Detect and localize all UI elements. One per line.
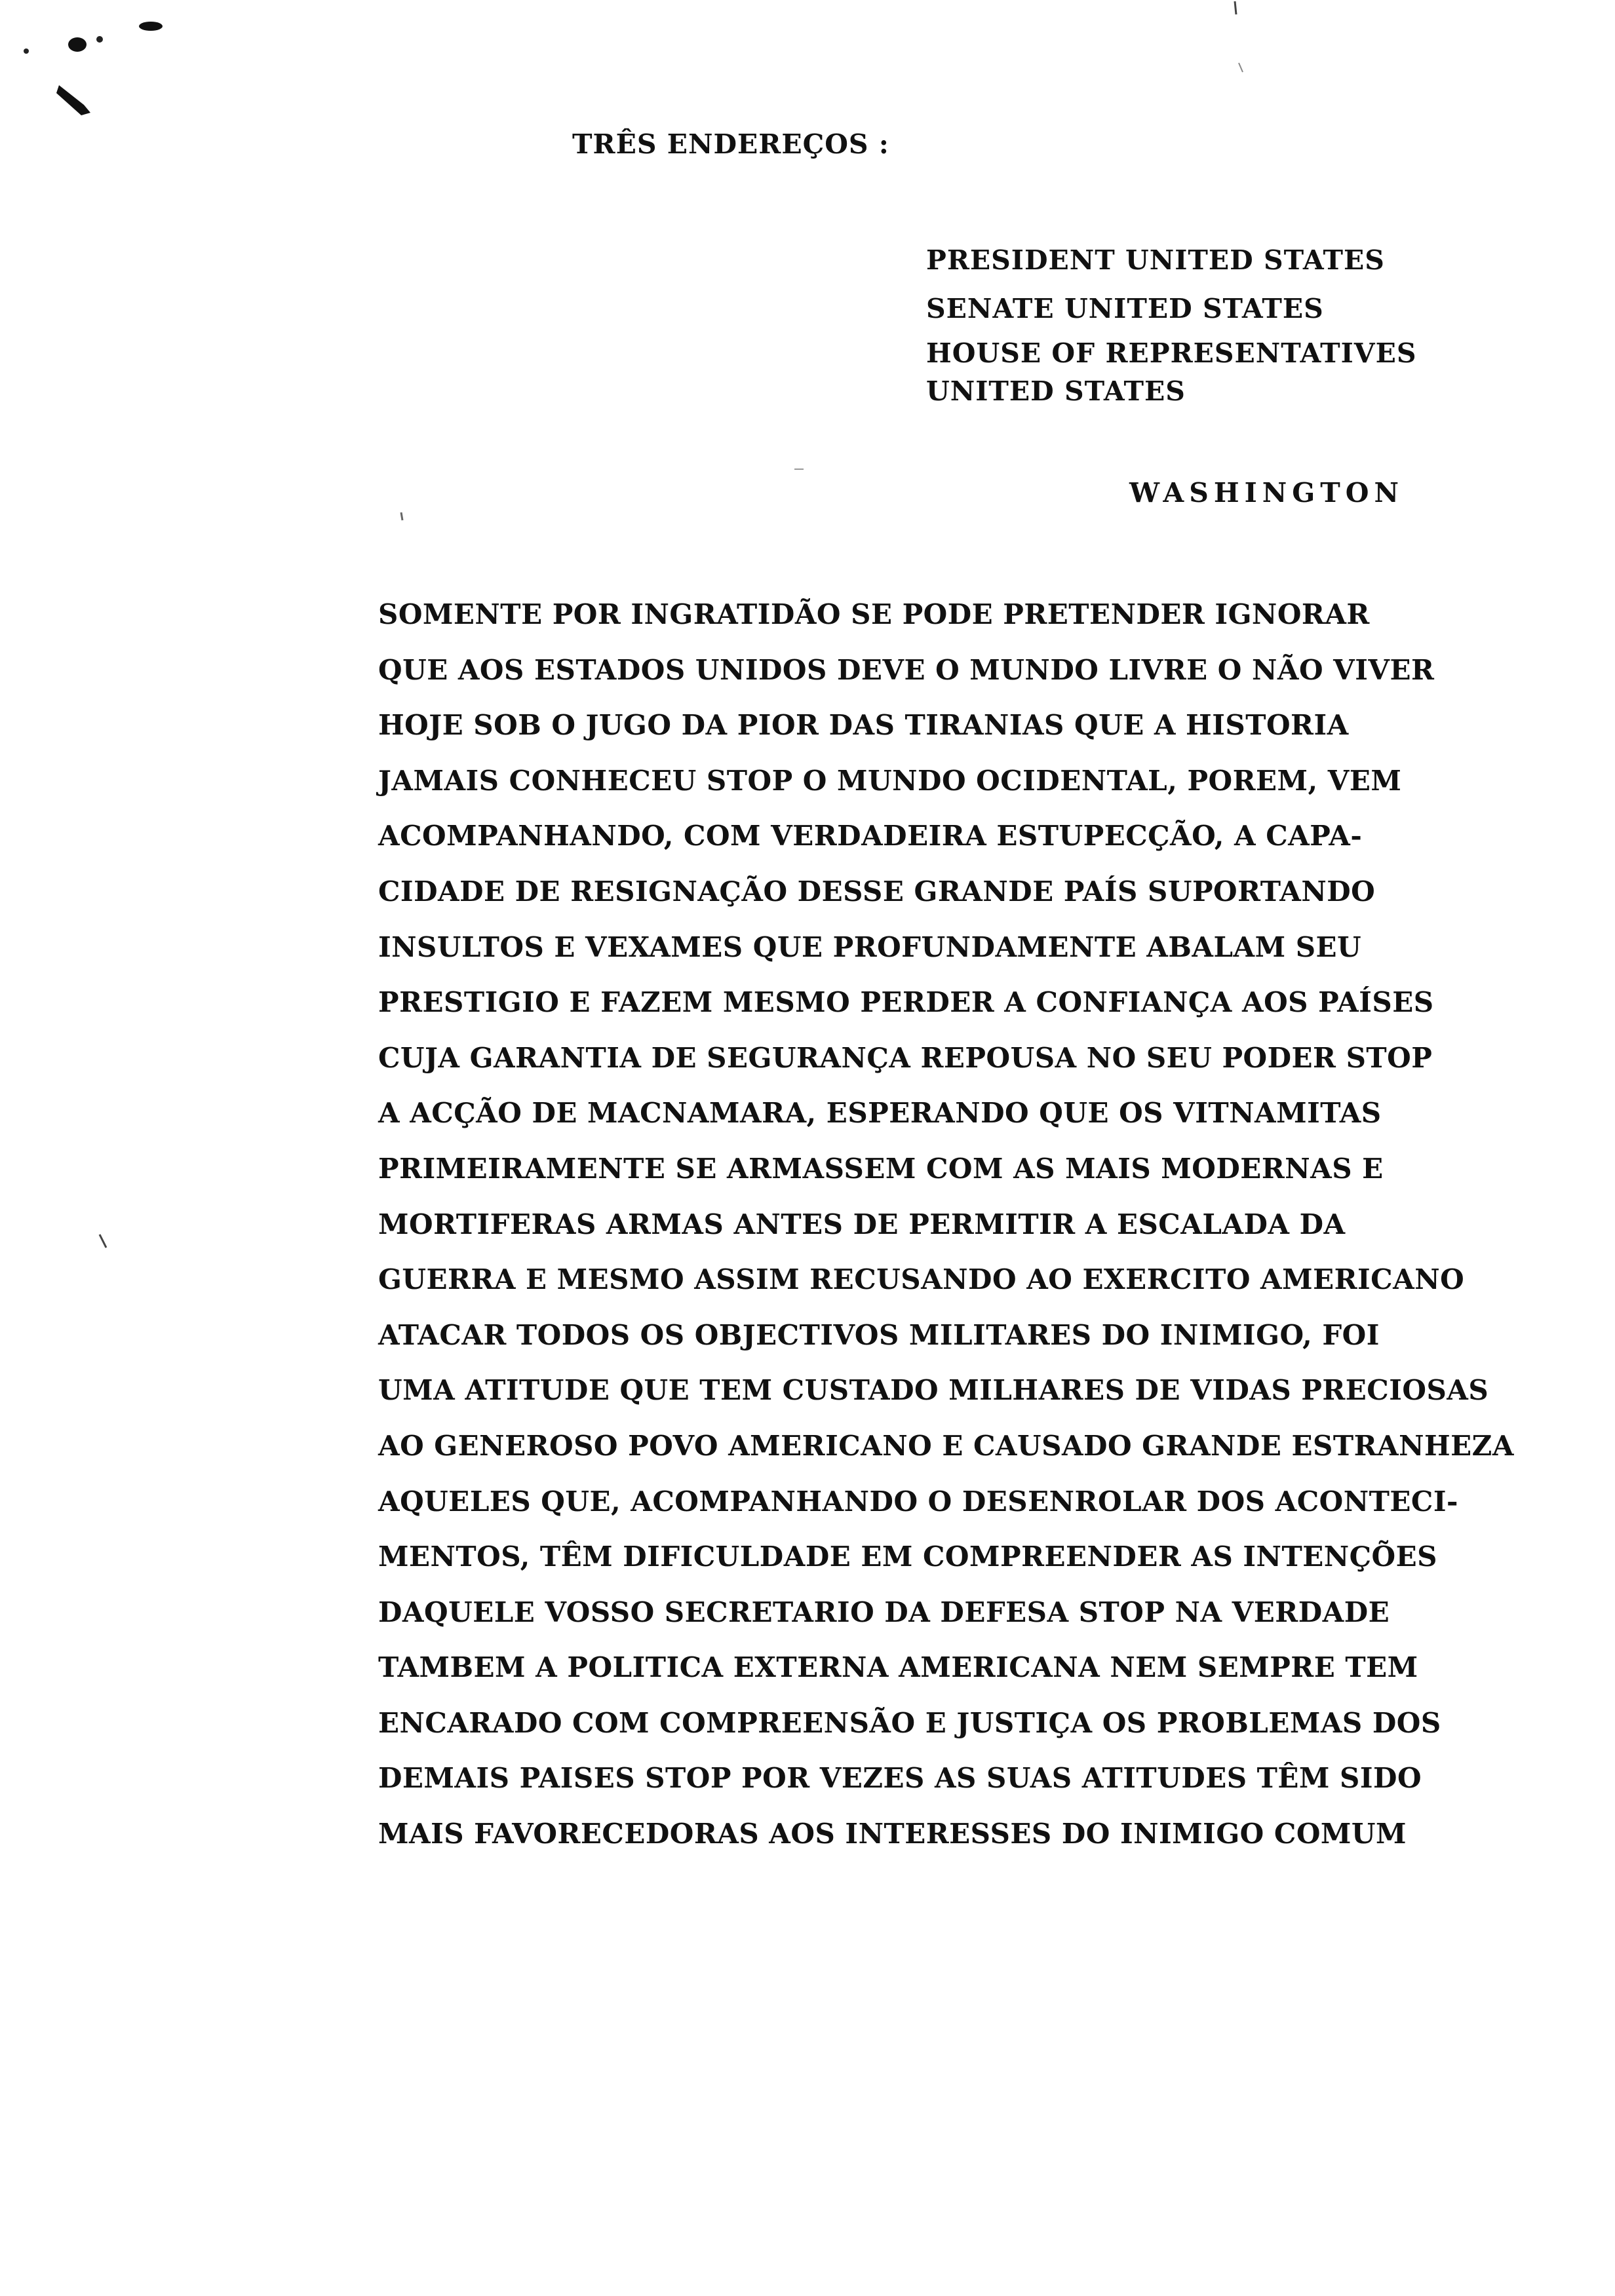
- body-line: DAQUELE VOSSO SECRETARIO DA DEFESA STOP NA VERDADE: [378, 1596, 1390, 1628]
- ink-speck: [401, 512, 402, 520]
- body-line: PRIMEIRAMENTE SE ARMASSEM COM AS MAIS MODERNAS E: [378, 1152, 1384, 1185]
- ink-speck: [1239, 63, 1243, 72]
- ink-speck: [139, 22, 163, 31]
- body-line: CUJA GARANTIA DE SEGURANÇA REPOUSA NO SEU PODER STOP: [378, 1041, 1433, 1074]
- address-line: PRESIDENT UNITED STATES: [926, 244, 1385, 276]
- recipient-addresses: [926, 236, 1582, 409]
- ink-speck: [1235, 1, 1236, 14]
- body-line: MAIS FAVORECEDORAS AOS INTERESSES DO INIMIGO COMUM: [378, 1818, 1407, 1850]
- body-line: ENCARADO COM COMPREENSÃO E JUSTIÇA OS PROBLEMAS DOS: [378, 1706, 1441, 1739]
- body-line: MORTIFERAS ARMAS ANTES DE PERMITIR A ESCALADA DA: [378, 1208, 1346, 1240]
- body-line: HOJE SOB O JUGO DA PIOR DAS TIRANIAS QUE A HISTORIA: [378, 709, 1349, 742]
- address-line: UNITED STATES: [926, 375, 1186, 407]
- body-line: AQUELES QUE, ACOMPANHANDO O DESENROLAR DOS ACONTECI-: [378, 1485, 1458, 1518]
- body-line: MENTOS, TÊM DIFICULDADE EM COMPREENDER AS INTENÇÕES: [378, 1540, 1437, 1573]
- body-line: TAMBEM A POLITICA EXTERNA AMERICANA NEM SEMPRE TEM: [378, 1651, 1418, 1684]
- body-line: SOMENTE POR INGRATIDÃO SE PODE PRETENDER IGNORAR: [378, 598, 1370, 630]
- heading: TRÊS ENDEREÇOS :: [572, 128, 889, 160]
- body-line: DEMAIS PAISES STOP POR VEZES AS SUAS ATITUDES TÊM SIDO: [378, 1762, 1422, 1795]
- body-line: AO GENEROSO POVO AMERICANO E CAUSADO GRANDE ESTRANHEZA: [378, 1429, 1514, 1462]
- body-line: QUE AOS ESTADOS UNIDOS DEVE O MUNDO LIVRE O NÃO VIVER: [378, 653, 1435, 686]
- city: WASHINGTON: [1129, 477, 1404, 508]
- address-line: SENATE UNITED STATES: [926, 293, 1324, 324]
- ink-speck: [96, 36, 103, 43]
- ink-speck: [24, 48, 29, 54]
- ink-speck: [100, 1234, 106, 1248]
- ink-speck: [56, 85, 90, 115]
- body-line: JAMAIS CONHECEU STOP O MUNDO OCIDENTAL, POREM, VEM: [378, 764, 1402, 797]
- body-line: ACOMPANHANDO, COM VERDADEIRA ESTUPECÇÃO, A CAPA-: [378, 820, 1363, 852]
- body-text: [378, 587, 1597, 1862]
- body-line: A ACÇÃO DE MACNAMARA, ESPERANDO QUE OS VITNAMITAS: [378, 1097, 1382, 1130]
- address-line: HOUSE OF REPRESENTATIVES: [926, 337, 1417, 369]
- body-line: GUERRA E MESMO ASSIM RECUSANDO AO EXERCITO AMERICANO: [378, 1263, 1465, 1296]
- body-line: UMA ATITUDE QUE TEM CUSTADO MILHARES DE VIDAS PRECIOSAS: [378, 1374, 1489, 1407]
- body-line: INSULTOS E VEXAMES QUE PROFUNDAMENTE ABALAM SEU: [378, 930, 1362, 963]
- body-line: PRESTIGIO E FAZEM MESMO PERDER A CONFIANÇA AOS PAÍSES: [378, 986, 1434, 1019]
- ink-speck: [68, 37, 87, 52]
- body-line: ATACAR TODOS OS OBJECTIVOS MILITARES DO INIMIGO, FOI: [378, 1318, 1380, 1351]
- body-line: CIDADE DE RESIGNAÇÃO DESSE GRANDE PAÍS SUPORTANDO: [378, 875, 1376, 908]
